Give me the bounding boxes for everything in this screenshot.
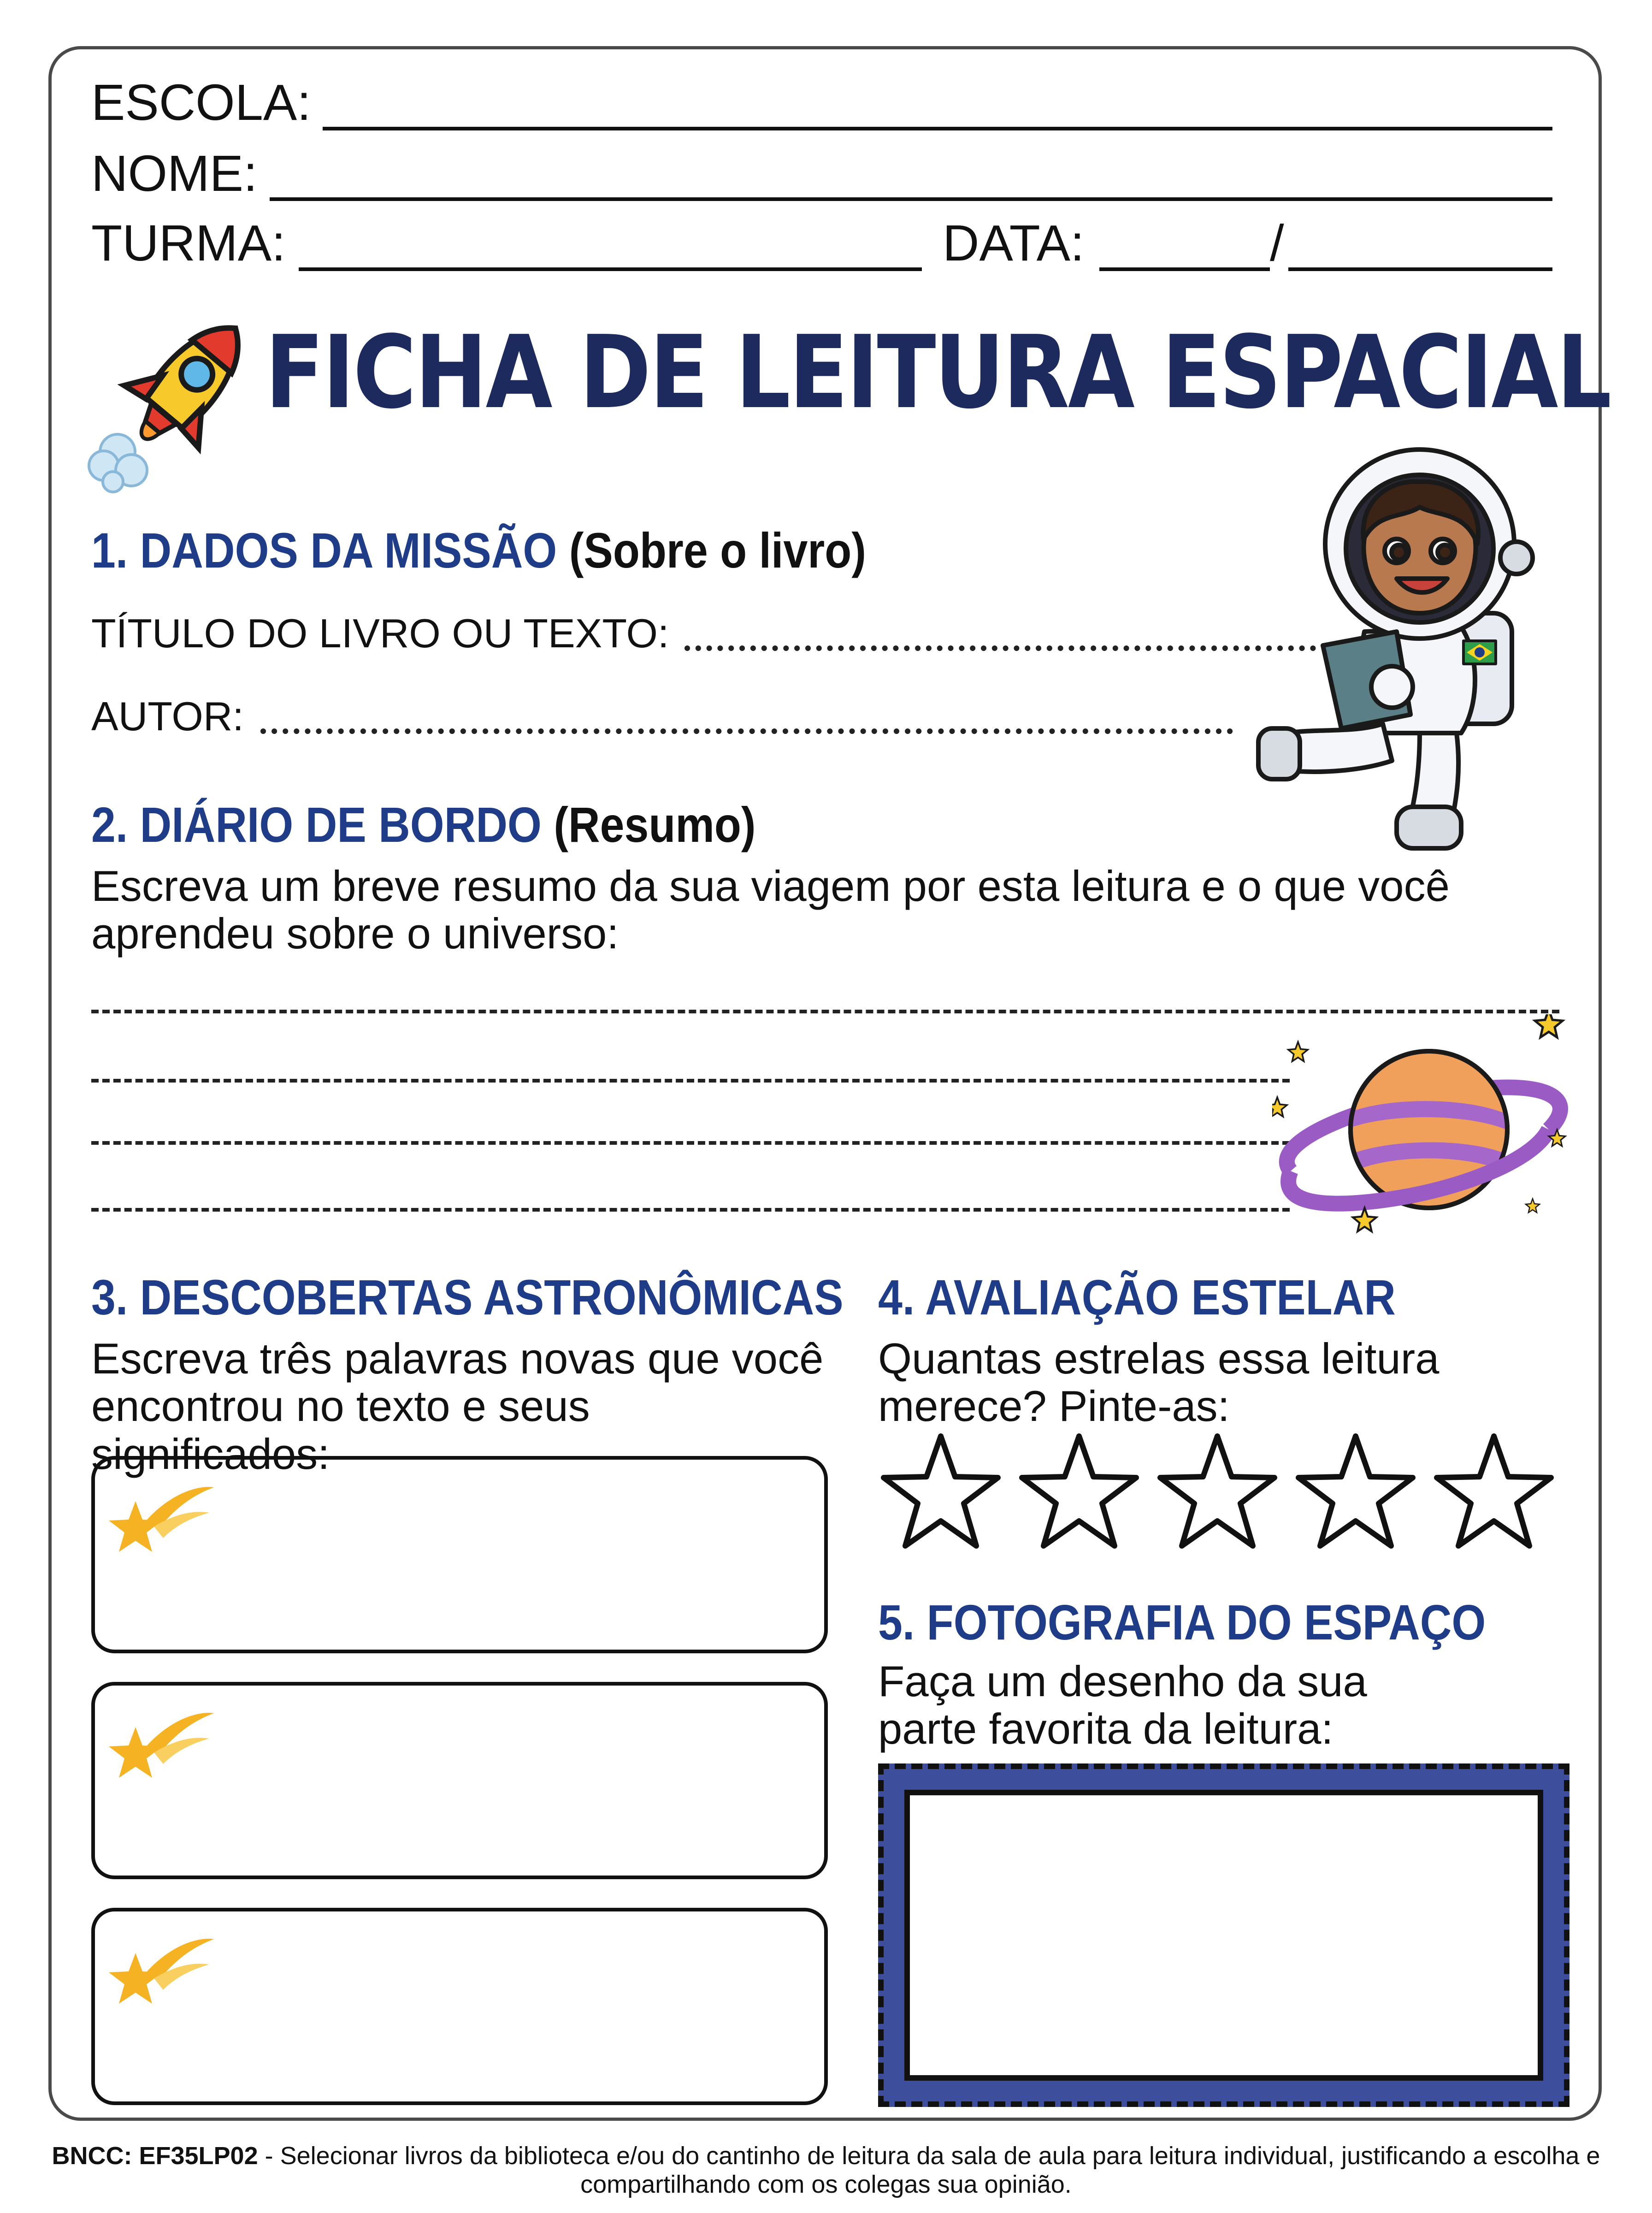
drawing-area[interactable] bbox=[904, 1790, 1543, 2081]
star-outline-icon[interactable] bbox=[1293, 1432, 1418, 1552]
star-outline-icon[interactable] bbox=[878, 1432, 1003, 1552]
star-outline-icon[interactable] bbox=[1155, 1432, 1280, 1552]
bncc-description: - Selecionar livros da biblioteca e/ou do cantinho de leitura da sala de aula para leitura individual, justificando a escolha e compartilhando com os colegas sua opinião. bbox=[258, 2142, 1600, 2199]
section1-subtitle: (Sobre o livro) bbox=[569, 522, 866, 578]
section2-instruction: Escreva um breve resumo da sua viagem por esta leitura e o que você aprendeu sobre o universo: bbox=[91, 862, 1450, 958]
name-field[interactable] bbox=[270, 197, 1552, 201]
planet-icon bbox=[1272, 1014, 1586, 1245]
school-field[interactable] bbox=[323, 127, 1552, 130]
author-field[interactable] bbox=[260, 728, 1233, 734]
summary-line-4[interactable] bbox=[91, 1208, 1290, 1212]
date-day-field[interactable] bbox=[1099, 267, 1270, 271]
section1-title-text: 1. DADOS DA MISSÃO bbox=[91, 522, 557, 578]
section2-title bbox=[91, 797, 756, 852]
star-outline-icon[interactable] bbox=[1431, 1432, 1557, 1552]
date-separator: / bbox=[1270, 215, 1284, 272]
book-title-label: TÍTULO DO LIVRO OU TEXTO: bbox=[91, 610, 669, 656]
class-field[interactable] bbox=[299, 267, 922, 271]
shooting-star-icon bbox=[103, 1925, 214, 2018]
section4-title: 4. AVALIAÇÃO ESTELAR bbox=[878, 1269, 1396, 1325]
word-box-1[interactable] bbox=[91, 1456, 828, 1653]
section2-subtitle: (Resumo) bbox=[554, 797, 756, 852]
section2-title-text: 2. DIÁRIO DE BORDO bbox=[91, 797, 542, 852]
author-label: AUTOR: bbox=[91, 693, 244, 739]
star-rating bbox=[878, 1432, 1560, 1556]
shooting-star-icon bbox=[103, 1473, 214, 1566]
page-title: FICHA DE LEITURA ESPACIAL bbox=[265, 314, 1611, 431]
book-title-field[interactable] bbox=[684, 645, 1316, 651]
footer-bncc bbox=[0, 2142, 1652, 2199]
star-outline-icon[interactable] bbox=[1016, 1432, 1142, 1552]
date-month-field[interactable] bbox=[1288, 267, 1552, 271]
summary-line-1[interactable] bbox=[91, 1010, 1559, 1013]
school-label: ESCOLA: bbox=[91, 74, 311, 131]
name-label: NOME: bbox=[91, 145, 258, 202]
summary-line-3[interactable] bbox=[91, 1141, 1290, 1145]
class-label: TURMA: bbox=[91, 215, 286, 272]
bncc-code: BNCC: EF35LP02 bbox=[52, 2142, 258, 2170]
section4-instruction: Quantas estrelas essa leitura merece? Pinte-as: bbox=[878, 1334, 1440, 1431]
section5-title: 5. FOTOGRAFIA DO ESPAÇO bbox=[878, 1594, 1486, 1650]
date-label: DATA: bbox=[943, 215, 1085, 272]
rocket-icon bbox=[85, 300, 260, 493]
drawing-frame bbox=[878, 1763, 1569, 2107]
word-box-2[interactable] bbox=[91, 1682, 828, 1879]
section1-title bbox=[91, 522, 866, 578]
shooting-star-icon bbox=[103, 1699, 214, 1792]
word-box-3[interactable] bbox=[91, 1908, 828, 2105]
section3-instruction: Escreva três palavras novas que você encontrou no texto e seus significados: bbox=[91, 1334, 824, 1478]
summary-line-2[interactable] bbox=[91, 1079, 1290, 1083]
section3-title: 3. DESCOBERTAS ASTRONÔMICAS bbox=[91, 1269, 844, 1325]
section5-instruction: Faça um desenho da sua parte favorita da leitura: bbox=[878, 1657, 1367, 1753]
